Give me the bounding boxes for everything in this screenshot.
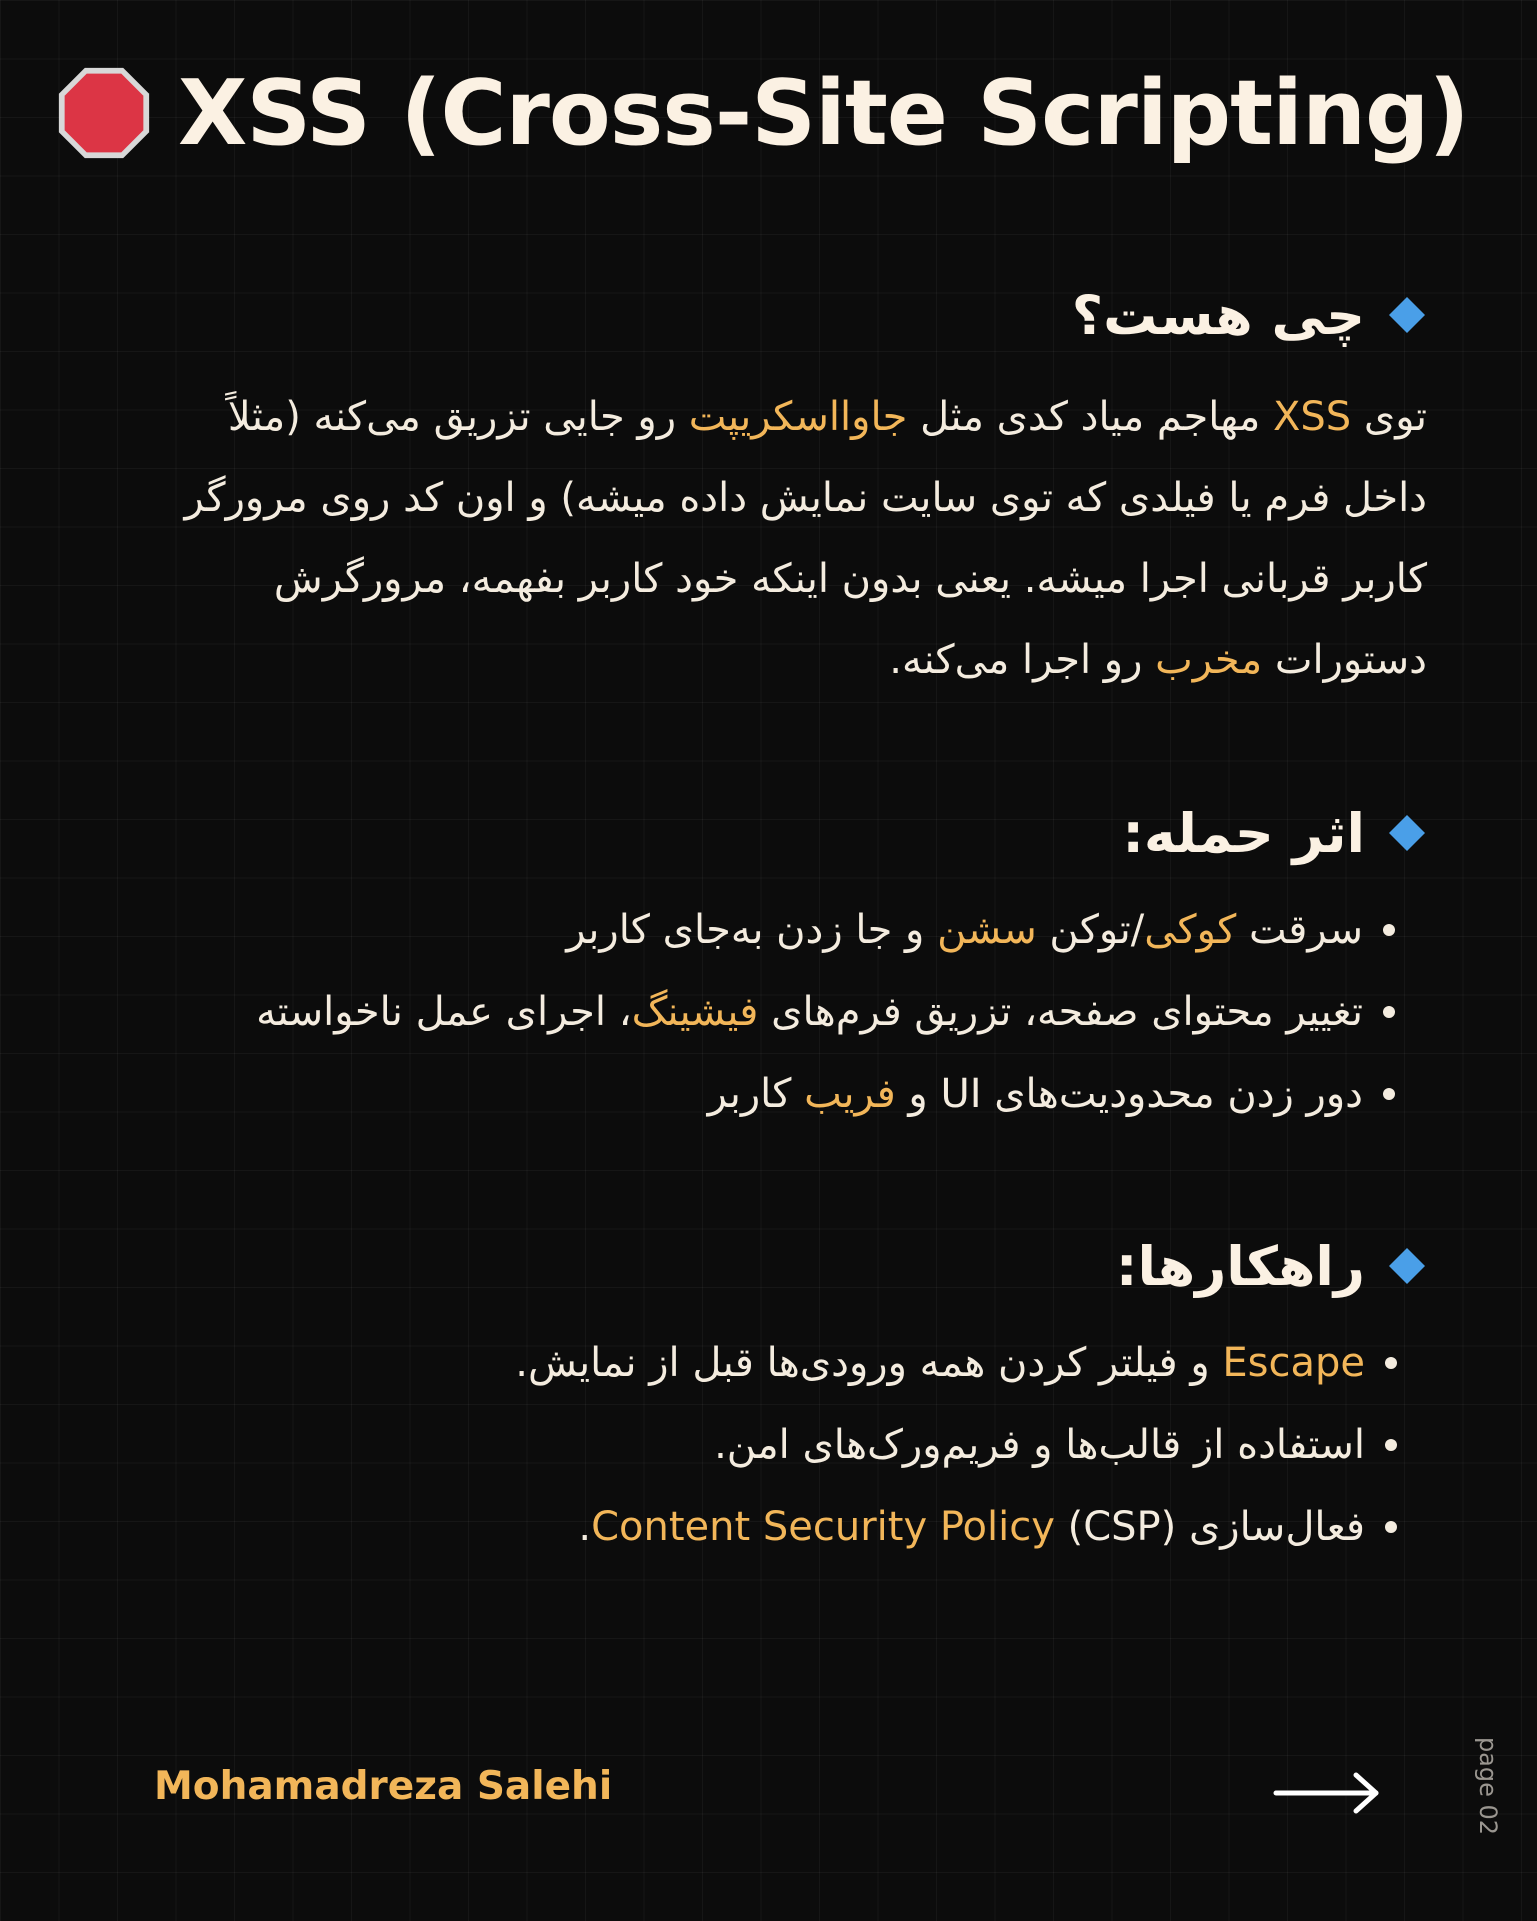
solutions-heading (515, 1226, 1427, 1306)
bullet-icon (1383, 1088, 1395, 1100)
item-text: دور زدن محدودیت‌های UI و (895, 1071, 1363, 1117)
solutions-section (515, 1226, 1427, 1568)
list-item (256, 889, 1395, 971)
highlight-csp: Content Security Policy (591, 1504, 1055, 1550)
bullet-icon (1385, 1357, 1397, 1369)
item-text: کاربر (707, 1071, 805, 1117)
bullet-icon (1383, 924, 1395, 936)
item-text: و جا زدن به‌جای کاربر (566, 907, 938, 953)
diamond-icon (1387, 295, 1427, 335)
what-is-paragraph (157, 377, 1427, 701)
highlight-phishing: فیشینگ (631, 989, 759, 1035)
paragraph-text: رو اجرا می‌کنه. (889, 637, 1156, 683)
page-number-text: page 02 (1474, 1736, 1503, 1836)
right-arrow-icon[interactable] (1272, 1768, 1384, 1818)
bullet-icon (1385, 1439, 1397, 1451)
item-text: . (578, 1504, 592, 1550)
item-text: استفاده از قالب‌ها و فریم‌ورک‌های امن. (714, 1422, 1365, 1468)
impact-list (256, 889, 1395, 1135)
title-row (56, 58, 1469, 168)
what-is-section (157, 275, 1427, 701)
list-item (515, 1404, 1397, 1486)
author-name: Mohamadreza Salehi (154, 1764, 613, 1809)
highlight-deceive: فریب (804, 1071, 896, 1117)
paragraph-text: رو جایی تزریق می‌کنه (مثلاً داخل فرم یا فیلدی که توی سایت نمایش داده میشه) و اون کد روی مرورگر کاربر قربانی اجرا میشه. یعنی بدون اینکه خود کاربر بفهمه، مرورگرش دستورات (184, 394, 1427, 683)
diamond-icon (1387, 813, 1427, 853)
item-text: سرقت (1236, 907, 1363, 953)
highlight-escape: Escape (1222, 1340, 1365, 1386)
what-is-heading (157, 275, 1427, 355)
highlight-xss: XSS (1272, 394, 1352, 440)
solutions-heading-text: راهکارها: (1115, 1234, 1365, 1298)
page-title: XSS (Cross-Site Scripting) (178, 60, 1469, 166)
item-text: ، اجرای عمل ناخواسته (256, 989, 632, 1035)
bullet-icon (1383, 1006, 1395, 1018)
impact-heading (256, 793, 1427, 873)
solutions-list (515, 1322, 1397, 1568)
paragraph-text: مهاجم میاد کدی مثل (907, 394, 1273, 440)
highlight-javascript: جاوااسکریپت (688, 394, 908, 440)
list-item (256, 1053, 1395, 1135)
highlight-malicious: مخرب (1155, 637, 1263, 683)
item-text: /توکن (1036, 907, 1145, 953)
highlight-cookie: کوکی (1144, 907, 1237, 953)
item-text: فعال‌سازی (CSP) (1054, 1504, 1365, 1550)
impact-section (256, 793, 1427, 1135)
highlight-session: سشن (937, 907, 1037, 953)
bullet-icon (1385, 1521, 1397, 1533)
what-is-heading-text: چی هست؟ (1071, 283, 1365, 347)
paragraph-text: توی (1351, 394, 1427, 440)
list-item (515, 1322, 1397, 1404)
item-text: و فیلتر کردن همه ورودی‌ها قبل از نمایش. (515, 1340, 1223, 1386)
item-text: تغییر محتوای صفحه، تزریق فرم‌های (758, 989, 1363, 1035)
list-item (515, 1486, 1397, 1568)
page-number (1468, 1730, 1508, 1842)
impact-heading-text: اثر حمله: (1122, 801, 1365, 865)
list-item (256, 971, 1395, 1053)
diamond-icon (1387, 1246, 1427, 1286)
stop-sign-icon (56, 65, 152, 161)
